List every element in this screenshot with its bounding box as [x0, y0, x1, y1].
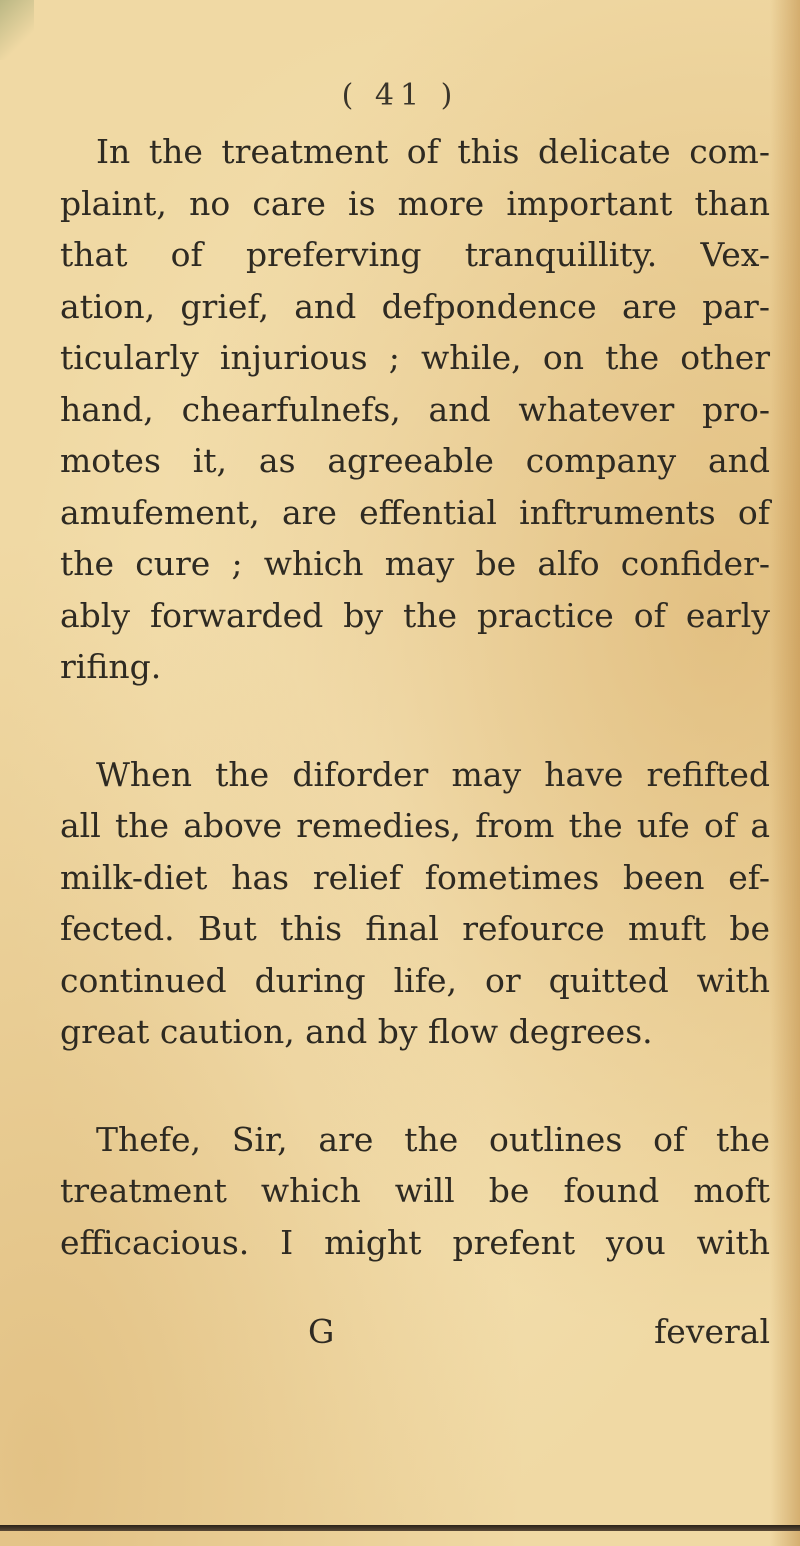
text-line: motes it, as agreeable company and	[60, 441, 770, 480]
signature-mark: G	[308, 1312, 335, 1351]
text-line: all the above remedies, from the ufe of a	[60, 806, 770, 845]
text-line: great caution, and by flow degrees.	[60, 1012, 653, 1051]
text-line: treatment which will be found moft	[60, 1171, 770, 1210]
catchword: feveral	[654, 1312, 770, 1351]
text-line: rifing.	[60, 647, 162, 686]
text-line: hand, chearfulnefs, and whatever pro-	[60, 389, 770, 429]
text-line: ation, grief, and defpondence are par-	[60, 286, 770, 326]
paragraph-gap	[60, 693, 770, 749]
page-number: ( 41 )	[341, 78, 459, 113]
page-corner-stain	[0, 0, 34, 60]
text-line: efficacious. I might prefent you with	[60, 1222, 770, 1262]
paragraph-2	[60, 749, 770, 1058]
text-line: In the treatment of this delicate com-	[96, 132, 770, 171]
text-line: plaint, no care is more important than	[60, 183, 770, 223]
text-line: Thefe, Sir, are the outlines of the	[96, 1119, 770, 1159]
text-line: the cure ; which may be alfo confider-	[60, 544, 770, 583]
page-edge-shadow	[770, 0, 800, 1546]
text-line: fected. But this final refource muft be	[60, 909, 770, 948]
text-line: ably forwarded by the practice of early	[60, 595, 770, 635]
text-line: amufement, are effential inftruments of	[60, 492, 770, 532]
text-line: that of preferving tranquillity. Vex-	[60, 235, 770, 274]
bottom-edge-rule	[0, 1525, 800, 1531]
paragraph-3	[60, 1114, 770, 1269]
paragraph-1	[60, 126, 770, 693]
text-line: continued during life, or quitted with	[60, 960, 770, 1000]
text-line: ticularly injurious ; while, on the other	[60, 338, 770, 377]
text-line: When the diforder may have refifted	[96, 754, 770, 794]
paragraph-gap	[60, 1058, 770, 1114]
text-line: milk-diet has relief fometimes been ef-	[60, 857, 770, 897]
body-text	[60, 126, 770, 1268]
